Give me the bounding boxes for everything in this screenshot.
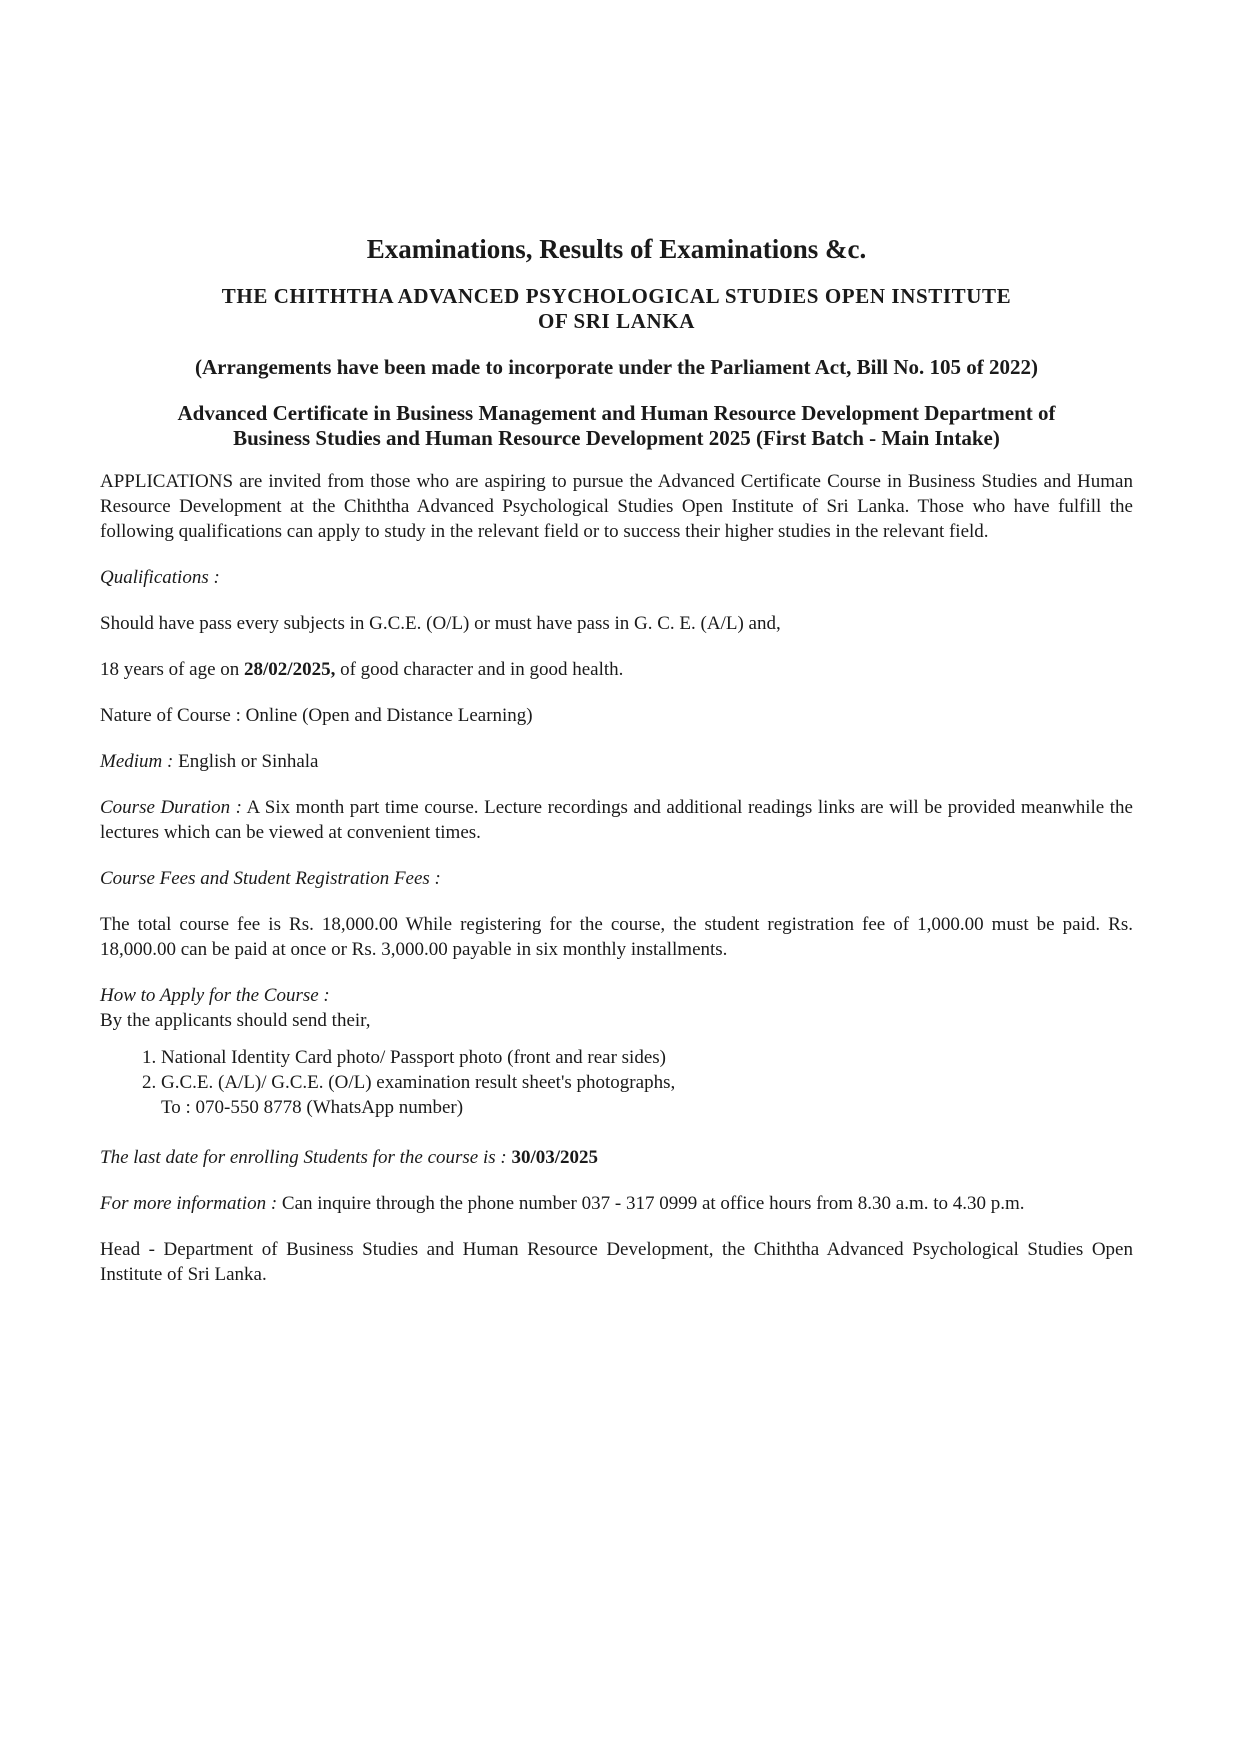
apply-heading: How to Apply for the Course : — [100, 985, 330, 1006]
medium-value: English or Sinhala — [173, 751, 319, 772]
institute-name — [100, 284, 1133, 334]
arrangement-note: (Arrangements have been made to incorporate under the Parliament Act, Bill No. 105 of 2022) — [195, 355, 1038, 379]
deadline-label: The last date for enrolling Students for the course is : — [100, 1147, 512, 1168]
qualification-age-requirement — [100, 657, 1133, 682]
course-title-line-2: Business Studies and Human Resource Development 2025 (First Batch - Main Intake) — [233, 426, 1000, 450]
age-suffix: of good character and in good health. — [335, 659, 624, 680]
deadline-date: 30/03/2025 — [511, 1147, 599, 1168]
intro-paragraph: APPLICATIONS are invited from those who are aspiring to pursue the Advanced Certificate Course in Business Studies and Human Resource Development at the Chiththa Advanced Psychological Studies Open Institute of Sri Lanka. Those who have fulfill the following qualifications can apply to study in the relevant field or to success their higher studies in the relevant field. — [100, 471, 1133, 542]
qualifications-heading: Qualifications : — [100, 567, 220, 588]
fees-heading: Course Fees and Student Registration Fees : — [100, 868, 441, 889]
send-to-whatsapp: To : 070-550 8778 (WhatsApp number) — [161, 1097, 464, 1118]
fees-text: The total course fee is Rs. 18,000.00 While registering for the course, the student registration fee of 1,000.00 must be paid. Rs. 18,000.00 can be paid at once or Rs. 3,000.00 payable in six monthly installments. — [100, 914, 1133, 960]
more-information — [100, 1191, 1133, 1216]
age-cutoff-date: 28/02/2025, — [244, 659, 336, 680]
course-medium — [100, 749, 1133, 774]
institute-name-line-1: THE CHITHTHA ADVANCED PSYCHOLOGICAL STUDIES OPEN INSTITUTE — [221, 284, 1012, 308]
document-nic-passport: National Identity Card photo/ Passport photo (front and rear sides) — [161, 1047, 666, 1068]
enrollment-deadline — [100, 1145, 1133, 1170]
signature-block: Head - Department of Business Studies and Human Resource Development, the Chiththa Advanced Psychological Studies Open Institute of Sri Lanka. — [100, 1239, 1133, 1285]
course-nature: Nature of Course : Online (Open and Distance Learning) — [100, 705, 533, 726]
course-title — [100, 401, 1133, 451]
info-text: Can inquire through the phone number 037 - 317 0999 at office hours from 8.30 a.m. to 4.30 p.m. — [277, 1193, 1025, 1214]
list-item — [161, 1070, 1133, 1120]
qualification-pass-requirement: Should have pass every subjects in G.C.E. (O/L) or must have pass in G. C. E. (A/L) and, — [100, 613, 781, 634]
list-item — [161, 1045, 1133, 1070]
course-duration — [100, 795, 1133, 845]
required-documents-list — [100, 1045, 1133, 1120]
duration-label: Course Duration : — [100, 797, 243, 818]
notice-page — [100, 232, 1133, 1308]
institute-name-line-2: OF SRI LANKA — [538, 309, 695, 333]
duration-value: A Six month part time course. Lecture recordings and additional readings links are will be provided meanwhile the lectures which can be viewed at convenient times. — [100, 797, 1133, 843]
info-label: For more information : — [100, 1193, 278, 1214]
medium-label: Medium : — [100, 751, 174, 772]
section-title: Examinations, Results of Examinations &c. — [366, 234, 867, 264]
apply-intro: By the applicants should send their, — [100, 1010, 371, 1031]
age-prefix: 18 years of age on — [100, 659, 245, 680]
document-result-sheet: 2. G.C.E. (A/L)/ G.C.E. (O/L) examination result sheet's photographs, — [161, 1072, 676, 1093]
course-title-line-1: Advanced Certificate in Business Management and Human Resource Development Department of — [177, 401, 1056, 425]
